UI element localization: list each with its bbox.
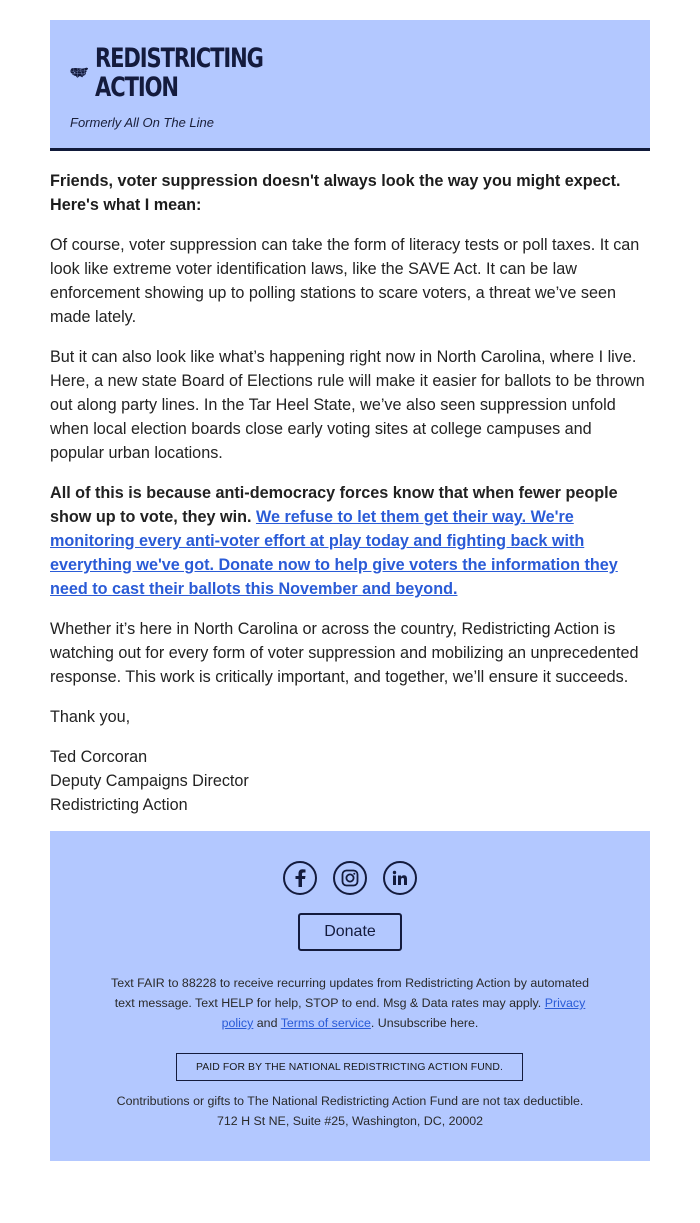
unsubscribe-text[interactable]: . Unsubscribe here. (370, 1016, 479, 1030)
sms-text: Text FAIR to 88228 to receive recurring updates from Redistricting Action by automated text message. Text HELP for help, STOP to end. Msg & Data rates may apply. (111, 976, 589, 1010)
instagram-icon[interactable] (333, 861, 367, 895)
brand-line-1: REDISTRICTING (94, 43, 263, 74)
email-body (50, 151, 650, 817)
bold-statement: All of this is because anti-democracy forces know that when fewer people show up to vote, they win. (50, 484, 618, 526)
and-text: and (256, 1016, 278, 1030)
brand-line-2: ACTION (94, 72, 178, 103)
sms-disclaimer (110, 973, 590, 1033)
contributions-notice (70, 1091, 630, 1131)
signer-org: Redistricting Action (50, 796, 188, 814)
signer-title: Deputy Campaigns Director (50, 772, 249, 790)
paid-for-disclaimer: PAID FOR BY THE NATIONAL REDISTRICTING ACTION FUND. (176, 1053, 523, 1081)
mailing-address: 712 H St NE, Suite #25, Washington, DC, 20002 (216, 1114, 484, 1128)
lead-paragraph: Friends, voter suppression doesn't always look the way you might expect. Here's what I mean: (50, 172, 621, 214)
closing-line: Thank you, (50, 708, 131, 726)
signer-name: Ted Corcoran (50, 748, 148, 766)
brand-logo[interactable] (70, 38, 310, 108)
terms-of-service-link[interactable]: Terms of service (280, 1016, 371, 1030)
linkedin-icon[interactable] (383, 861, 417, 895)
brand-tagline: Formerly All On The Line (70, 115, 215, 130)
body-paragraph-2: But it can also look like what’s happening right now in North Carolina, where I live. Here, a new state Board of Elections rule will make it easier for ballots to be thrown out along party lines. In the Tar Heel State, we’ve also seen suppression unfold when local election boards close early voting sites at college campuses and popular urban locations. (50, 348, 645, 462)
email-footer (50, 831, 650, 1161)
email-container (50, 20, 650, 1161)
donate-cta-link[interactable]: We refuse to let them get their way. We're monitoring every anti-voter effort at play today and fighting back with everything we've got. Donate now to help give voters the information they need to cast their ballots this November and beyond. (50, 508, 618, 598)
brand-wordmark (95, 44, 263, 102)
body-paragraph-4: Whether it’s here in North Carolina or across the country, Redistricting Action is watching out for every form of voter suppression and mobilizing an unprecedented response. This work is critically important, and together, we’ll ensure it succeeds. (50, 620, 639, 686)
facebook-icon[interactable] (283, 861, 317, 895)
body-paragraph-3 (50, 481, 650, 601)
email-header (50, 20, 650, 151)
body-paragraph-1: Of course, voter suppression can take the form of literacy tests or poll taxes. It can look like extreme voter identification laws, like the SAVE Act. It can be law enforcement showing up to polling stations to scare voters, a threat we’ve seen made lately. (50, 236, 640, 326)
social-links (50, 861, 650, 895)
tax-notice: Contributions or gifts to The National Redistricting Action Fund are not tax deductible. (116, 1094, 584, 1108)
us-map-puzzle-icon (70, 40, 89, 106)
donate-button[interactable]: Donate (298, 913, 402, 951)
signature-block (50, 745, 650, 817)
privacy-policy-link[interactable]: Privacy policy (221, 996, 586, 1030)
